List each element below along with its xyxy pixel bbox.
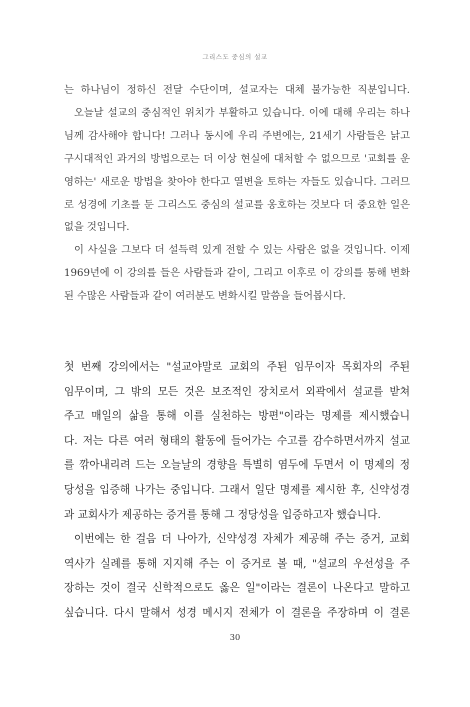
text-line: 오늘날 설교의 중심적인 위치가 부활하고 있습니다. 이에 대해 우리는 하나 [74,107,410,119]
text-line: 이 사실을 그보다 더 설득력 있게 전할 수 있는 사람은 없을 것입니다. 이제 [74,245,410,257]
text-line: 주고 매일의 삶을 통해 이를 실천하는 방편"이라는 명제를 제시했습니 [64,410,410,423]
text-line: 구시대적인 과거의 방법으로는 더 이상 현실에 대처할 수 없으므로 '교회를 운 [64,153,410,165]
text-line: 이번에는 한 걸음 더 나아가, 신약성경 자체가 제공해 주는 증거, 교회 [74,533,410,546]
text-line: 는 하나님이 정하신 전달 수단이며, 설교자는 대체 불가능한 직분입니다. [64,85,410,96]
text-line: 다. 저는 다른 여러 형태의 활동에 들어가는 수고를 감수하면서까지 설교 [64,434,410,447]
text-line: 임무이며, 그 밖의 모든 것은 보조적인 장치로서 외곽에서 설교를 받쳐 [64,385,410,398]
text-line: 1969년에 이 강의를 들은 사람들과 같이, 그리고 이후로 이 강의를 통해 변화 [64,268,410,280]
page-number: 30 [229,632,241,642]
text-line: 영하는' 새로운 방법을 찾아야 한다고 열변을 토하는 자들도 있습니다. 그러므 [64,176,410,188]
body-section-lecture [64,355,410,626]
running-header: 그리스도 중심의 설교 [202,53,268,61]
text-line: 과 교회사가 제공하는 증거를 통해 그 정당성을 입증하고자 했습니다. [64,508,381,521]
text-line: 장하는 것이 결국 신학적으로도 옳은 일"이라는 결론이 나온다고 말하고 [64,582,410,595]
text-line: 당성을 입증해 나가는 중입니다. 그래서 일단 명제를 제시한 후, 신약성경 [64,483,410,496]
text-line: 된 수많은 사람들과 같이 여러분도 변화시킬 말씀을 들어봅시다. [64,291,346,303]
text-line: 역사가 실례를 통해 지지해 주는 이 증거로 볼 때, "설교의 우선성을 주 [64,557,410,570]
text-line: 로 성경에 기초를 둔 그리스도 중심의 설교를 옹호하는 것보다 더 중요한 일은 [64,199,410,211]
text-line: 싶습니다. 다시 말해서 성경 메시지 전체가 이 결론을 주장하며 이 결론 [64,606,410,619]
text-line: 첫 번째 강의에서는 "설교야말로 교회의 주된 임무이자 목회자의 주된 [64,361,410,373]
text-line: 없을 것입니다. [64,222,130,234]
text-line: 를 깎아내리려 드는 오늘날의 경향을 특별히 염두에 두면서 이 명제의 정 [64,459,410,472]
body-section-introduction [64,80,410,309]
text-line: 님께 감사해야 합니다! 그러나 동시에 우리 주변에는, 21세기 사람들은 낡고 [64,130,410,142]
